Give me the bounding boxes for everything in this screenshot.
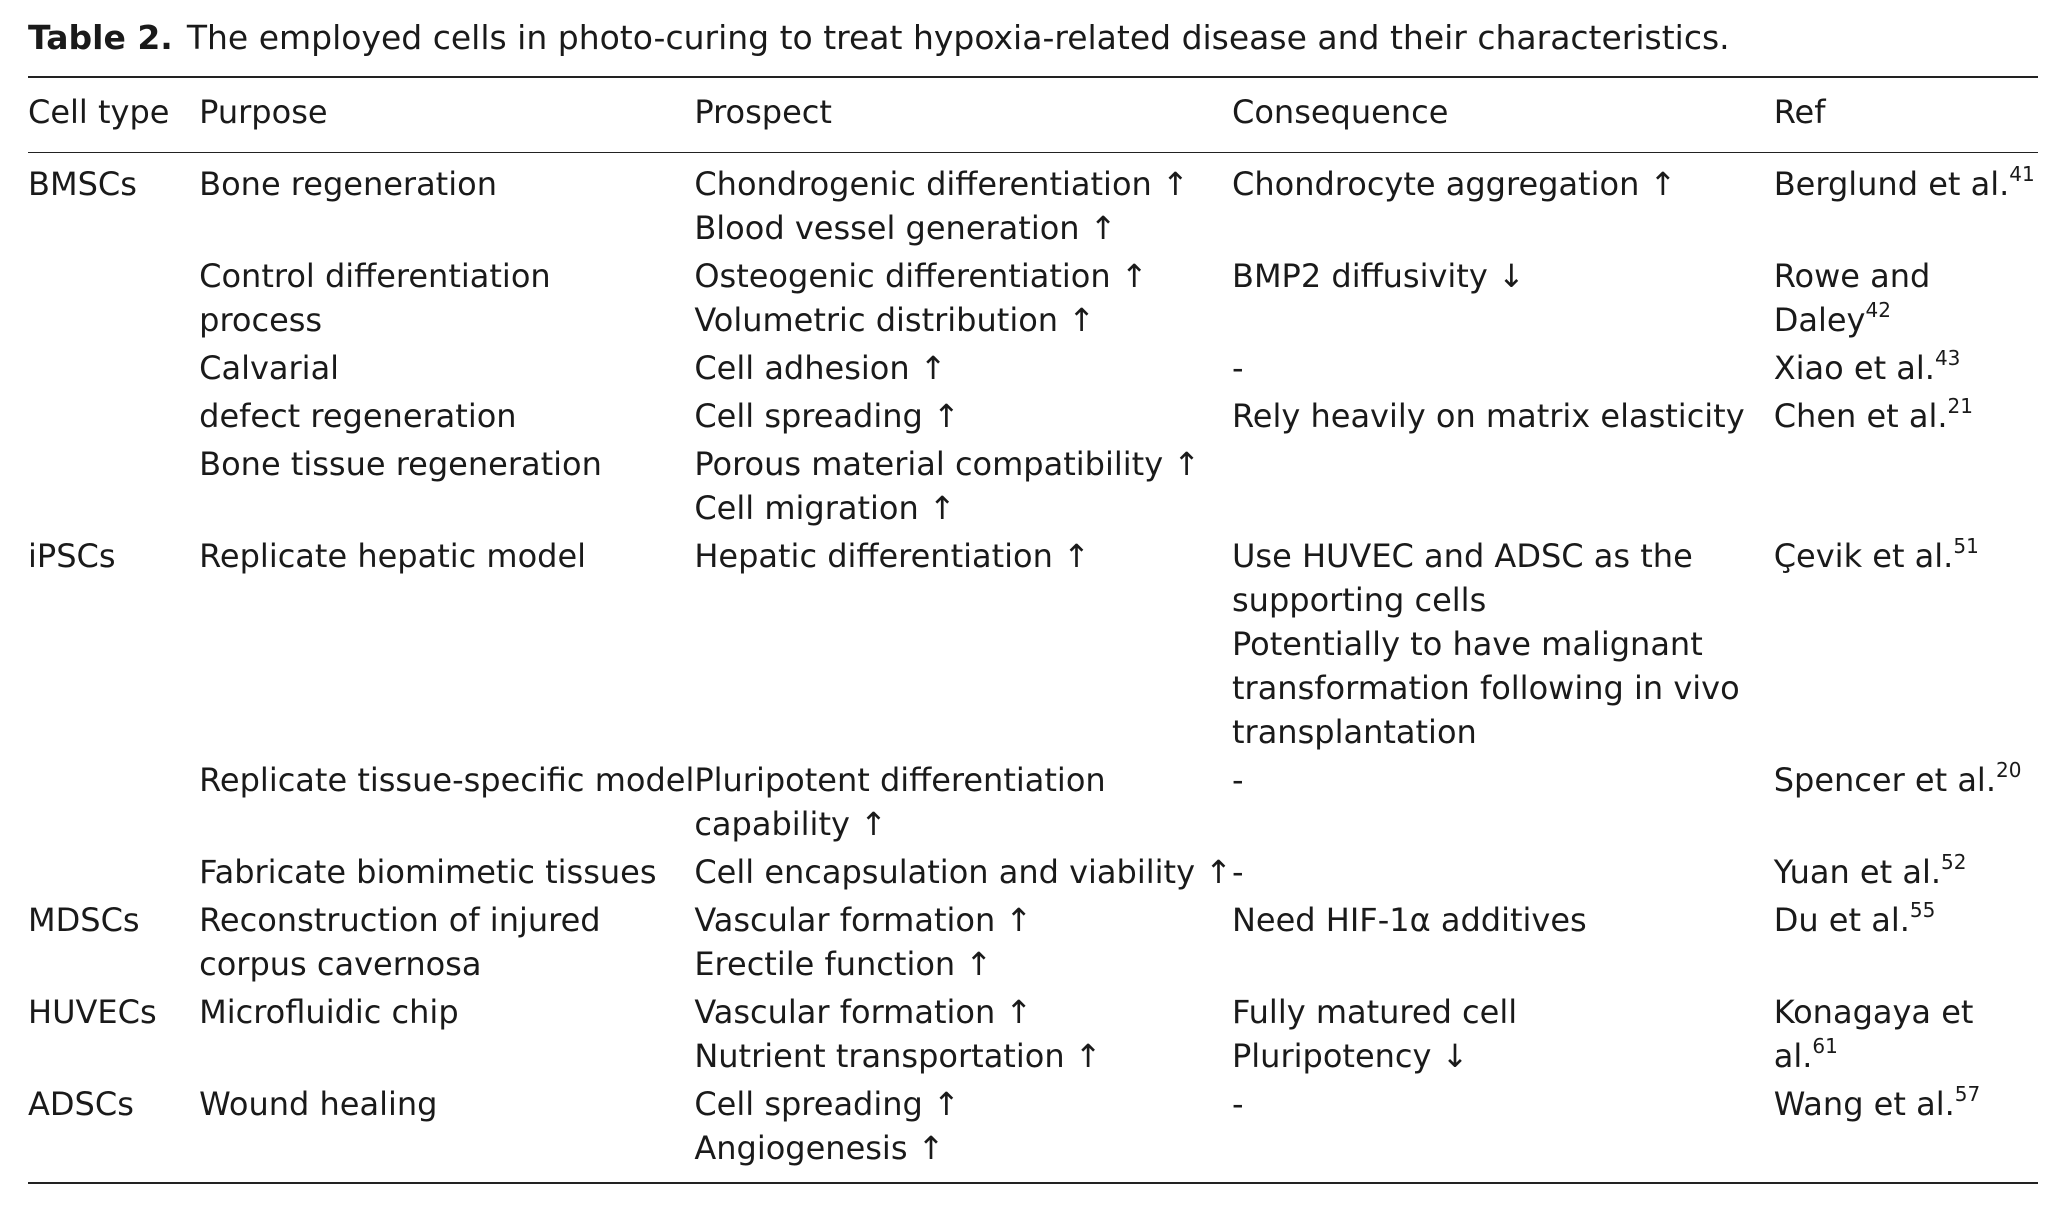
purpose-cell bbox=[199, 152, 694, 254]
purpose-text: Bone regeneration bbox=[199, 165, 497, 203]
purpose-cell bbox=[199, 758, 694, 850]
ref-text: Rowe and Daley bbox=[1773, 257, 1931, 339]
prospect-text: Angiogenesis bbox=[694, 1129, 908, 1167]
prospect-cell bbox=[694, 442, 1232, 534]
ref-number: 52 bbox=[1941, 850, 1967, 874]
purpose-cell bbox=[199, 346, 694, 394]
prospect-text: Chondrogenic differentiation bbox=[694, 165, 1152, 203]
ref-text: Çevik et al. bbox=[1773, 537, 1954, 575]
purpose-text: Microfluidic chip bbox=[199, 993, 459, 1031]
prospect-cell bbox=[694, 758, 1232, 850]
prospect-text: Cell migration bbox=[694, 489, 919, 527]
prospect-item bbox=[694, 942, 1232, 986]
header-purpose: Purpose bbox=[199, 93, 328, 131]
prospect-item bbox=[694, 254, 1232, 298]
ref-text: Spencer et al. bbox=[1773, 761, 1996, 799]
ref-text: Yuan et al. bbox=[1773, 853, 1941, 891]
prospect-text: Osteogenic differentiation bbox=[694, 257, 1111, 295]
arrow-up-icon: ↑ bbox=[917, 1129, 945, 1167]
arrow-up-icon: ↑ bbox=[1120, 257, 1148, 295]
arrow-up-icon: ↑ bbox=[860, 805, 887, 843]
arrow-up-icon: ↑ bbox=[1005, 901, 1033, 939]
purpose-text: Calvarial bbox=[199, 349, 340, 387]
prospect-text: Cell adhesion bbox=[694, 349, 910, 387]
consequence-text: Fully matured cell bbox=[1231, 993, 1518, 1031]
table-caption bbox=[28, 14, 2038, 62]
ref-cell bbox=[1774, 534, 2038, 758]
consequence-item bbox=[1232, 162, 1774, 206]
prospect-cell bbox=[694, 534, 1232, 758]
consequence-text: BMP2 diffusivity bbox=[1231, 257, 1488, 295]
prospect-text: Pluripotent differentiation bbox=[694, 761, 1106, 799]
cell-type: MDSCs bbox=[28, 901, 140, 939]
prospect-item bbox=[694, 346, 1232, 390]
ref-number: 21 bbox=[1947, 394, 1973, 418]
prospect-text: capability bbox=[694, 805, 850, 843]
consequence-cell bbox=[1232, 990, 1774, 1082]
table-row bbox=[28, 394, 2038, 442]
table-figure bbox=[28, 14, 2038, 1167]
table-caption-text: The employed cells in photo-curing to treat hypoxia-related disease and their characteristics. bbox=[186, 18, 1730, 57]
prospect-text: Hepatic differentiation bbox=[694, 537, 1053, 575]
arrow-up-icon: ↑ bbox=[1068, 301, 1096, 339]
arrow-up-icon: ↑ bbox=[1649, 165, 1677, 203]
prospect-item bbox=[694, 206, 1232, 250]
purpose-cell bbox=[199, 254, 694, 346]
header-cell-type: Cell type bbox=[28, 93, 170, 131]
table-row bbox=[28, 534, 2038, 758]
prospect-text: Cell spreading bbox=[694, 1085, 923, 1123]
arrow-up-icon: ↑ bbox=[933, 397, 960, 435]
cell-type: iPSCs bbox=[28, 537, 116, 575]
prospect-text: Cell spreading bbox=[694, 397, 923, 435]
purpose-cell bbox=[199, 442, 694, 534]
arrow-up-icon: ↑ bbox=[933, 1085, 960, 1123]
table-row bbox=[28, 152, 2038, 254]
prospect-cell bbox=[694, 1082, 1232, 1174]
table-caption-label: Table 2. bbox=[28, 18, 173, 57]
arrow-up-icon: ↑ bbox=[1205, 853, 1232, 891]
prospect-cell bbox=[694, 850, 1232, 898]
cell-type bbox=[28, 394, 199, 442]
purpose-cell bbox=[199, 1082, 694, 1174]
consequence-cell bbox=[1232, 346, 1774, 394]
consequence-cell bbox=[1232, 254, 1774, 346]
ref-number: 51 bbox=[1953, 534, 1979, 558]
ref-number: 57 bbox=[1954, 1082, 1981, 1106]
purpose-text: corpus cavernosa bbox=[199, 945, 482, 983]
cell-type: ADSCs bbox=[28, 1085, 134, 1123]
purpose-text: Bone tissue regeneration bbox=[199, 445, 602, 483]
purpose-text: process bbox=[199, 301, 323, 339]
ref-cell bbox=[1774, 898, 2038, 990]
consequence-text: transplantation bbox=[1231, 713, 1477, 751]
table-row bbox=[28, 898, 2038, 990]
purpose-text: Replicate hepatic model bbox=[199, 537, 587, 575]
ref-number: 41 bbox=[2009, 162, 2035, 186]
consequence-cell bbox=[1232, 898, 1774, 990]
prospect-item bbox=[694, 990, 1232, 1034]
purpose-cell bbox=[199, 850, 694, 898]
consequence-text: Need HIF-1α additives bbox=[1231, 901, 1587, 939]
prospect-text: Blood vessel generation bbox=[694, 209, 1080, 247]
consequence-text: Chondrocyte aggregation bbox=[1231, 165, 1640, 203]
table-row bbox=[28, 254, 2038, 346]
consequence-cell bbox=[1232, 152, 1774, 254]
prospect-cell bbox=[694, 152, 1232, 254]
purpose-text: Control differentiation bbox=[199, 257, 551, 295]
purpose-text: Fabricate biomimetic tissues bbox=[199, 853, 657, 891]
consequence-text: - bbox=[1231, 1085, 1244, 1123]
cell-type bbox=[28, 850, 199, 898]
table-row bbox=[28, 758, 2038, 850]
ref-number: 42 bbox=[1865, 298, 1891, 322]
table-row bbox=[28, 346, 2038, 394]
ref-text: Wang et al. bbox=[1773, 1085, 1955, 1123]
prospect-text: Porous material compatibility bbox=[694, 445, 1164, 483]
ref-cell bbox=[1774, 152, 2038, 254]
purpose-text: Replicate tissue-specific model bbox=[199, 761, 695, 799]
consequence-cell bbox=[1232, 442, 1774, 534]
prospect-text: Cell encapsulation and viability bbox=[694, 853, 1195, 891]
prospect-item bbox=[694, 802, 1232, 846]
arrow-up-icon: ↑ bbox=[1074, 1037, 1102, 1075]
ref-cell bbox=[1774, 254, 2038, 346]
cell-type bbox=[28, 254, 199, 346]
header-ref: Ref bbox=[1773, 93, 1826, 131]
bottom-rule bbox=[28, 1182, 2038, 1184]
purpose-cell bbox=[199, 394, 694, 442]
prospect-text: Vascular formation bbox=[694, 993, 996, 1031]
ref-cell bbox=[1774, 850, 2038, 898]
purpose-cell bbox=[199, 534, 694, 758]
consequence-text: - bbox=[1231, 761, 1244, 799]
cell-type: BMSCs bbox=[28, 165, 137, 203]
ref-number: 43 bbox=[1934, 346, 1961, 370]
prospect-item bbox=[694, 1034, 1232, 1078]
ref-text: Konagaya et al. bbox=[1773, 993, 1974, 1075]
prospect-item bbox=[694, 534, 1232, 578]
consequence-text: supporting cells bbox=[1231, 581, 1487, 619]
ref-number: 61 bbox=[1812, 1034, 1838, 1058]
cell-type bbox=[28, 346, 199, 394]
arrow-up-icon: ↑ bbox=[1161, 165, 1189, 203]
prospect-item bbox=[694, 394, 1232, 438]
ref-cell bbox=[1774, 346, 2038, 394]
prospect-cell bbox=[694, 254, 1232, 346]
arrow-down-icon: ↓ bbox=[1497, 257, 1525, 295]
prospect-text: Volumetric distribution bbox=[694, 301, 1059, 339]
table-row bbox=[28, 1082, 2038, 1174]
prospect-item bbox=[694, 898, 1232, 942]
ref-cell bbox=[1774, 394, 2038, 442]
prospect-cell bbox=[694, 394, 1232, 442]
purpose-cell bbox=[199, 898, 694, 990]
consequence-item bbox=[1232, 254, 1774, 298]
prospect-text: Nutrient transportation bbox=[694, 1037, 1065, 1075]
purpose-text: defect regeneration bbox=[199, 397, 517, 435]
prospect-text: Vascular formation bbox=[694, 901, 996, 939]
ref-number: 55 bbox=[1909, 898, 1936, 922]
prospect-text: Erectile function bbox=[694, 945, 956, 983]
header-consequence: Consequence bbox=[1231, 93, 1449, 131]
arrow-up-icon: ↑ bbox=[919, 349, 947, 387]
cell-type bbox=[28, 442, 199, 534]
ref-cell bbox=[1774, 442, 2038, 534]
arrow-up-icon: ↑ bbox=[1063, 537, 1090, 575]
prospect-cell bbox=[694, 346, 1232, 394]
prospect-item bbox=[694, 850, 1232, 894]
prospect-cell bbox=[694, 898, 1232, 990]
consequence-cell bbox=[1232, 758, 1774, 850]
ref-cell bbox=[1774, 990, 2038, 1082]
consequence-text: Potentially to have malignant bbox=[1231, 625, 1703, 663]
prospect-item bbox=[694, 162, 1232, 206]
prospect-item bbox=[694, 1082, 1232, 1126]
prospect-item bbox=[694, 1126, 1232, 1170]
ref-number: 20 bbox=[1995, 758, 2022, 782]
purpose-text: Wound healing bbox=[199, 1085, 438, 1123]
arrow-up-icon: ↑ bbox=[928, 489, 956, 527]
consequence-text: transformation following in vivo bbox=[1231, 669, 1740, 707]
header-prospect: Prospect bbox=[694, 93, 832, 131]
purpose-text: Reconstruction of injured bbox=[199, 901, 601, 939]
arrow-up-icon: ↑ bbox=[1005, 993, 1033, 1031]
consequence-cell bbox=[1232, 394, 1774, 442]
ref-text: Xiao et al. bbox=[1773, 349, 1935, 387]
consequence-text: - bbox=[1231, 349, 1244, 387]
table-row bbox=[28, 990, 2038, 1082]
cell-type: HUVECs bbox=[28, 993, 157, 1031]
prospect-item bbox=[694, 486, 1232, 530]
consequence-cell bbox=[1232, 1082, 1774, 1174]
prospect-item bbox=[694, 442, 1232, 486]
consequence-cell bbox=[1232, 534, 1774, 758]
arrow-down-icon: ↓ bbox=[1441, 1037, 1469, 1075]
consequence-text: Pluripotency bbox=[1231, 1037, 1432, 1075]
cell-type bbox=[28, 758, 199, 850]
consequence-text: Use HUVEC and ADSC as the bbox=[1231, 537, 1693, 575]
arrow-up-icon: ↑ bbox=[965, 945, 993, 983]
consequence-item bbox=[1232, 1034, 1774, 1078]
top-rule bbox=[28, 76, 2038, 78]
purpose-cell bbox=[199, 990, 694, 1082]
table-row bbox=[28, 850, 2038, 898]
table-row bbox=[28, 442, 2038, 534]
consequence-cell bbox=[1232, 850, 1774, 898]
prospect-cell bbox=[694, 990, 1232, 1082]
header-row bbox=[28, 90, 2038, 152]
consequence-text: - bbox=[1231, 853, 1244, 891]
ref-text: Chen et al. bbox=[1773, 397, 1948, 435]
ref-text: Berglund et al. bbox=[1773, 165, 2010, 203]
ref-text: Du et al. bbox=[1773, 901, 1910, 939]
arrow-up-icon: ↑ bbox=[1089, 209, 1117, 247]
data-table bbox=[28, 90, 2038, 1174]
arrow-up-icon: ↑ bbox=[1173, 445, 1201, 483]
consequence-text: Rely heavily on matrix elasticity bbox=[1231, 397, 1745, 435]
ref-cell bbox=[1774, 1082, 2038, 1174]
prospect-item bbox=[694, 298, 1232, 342]
ref-cell bbox=[1774, 758, 2038, 850]
